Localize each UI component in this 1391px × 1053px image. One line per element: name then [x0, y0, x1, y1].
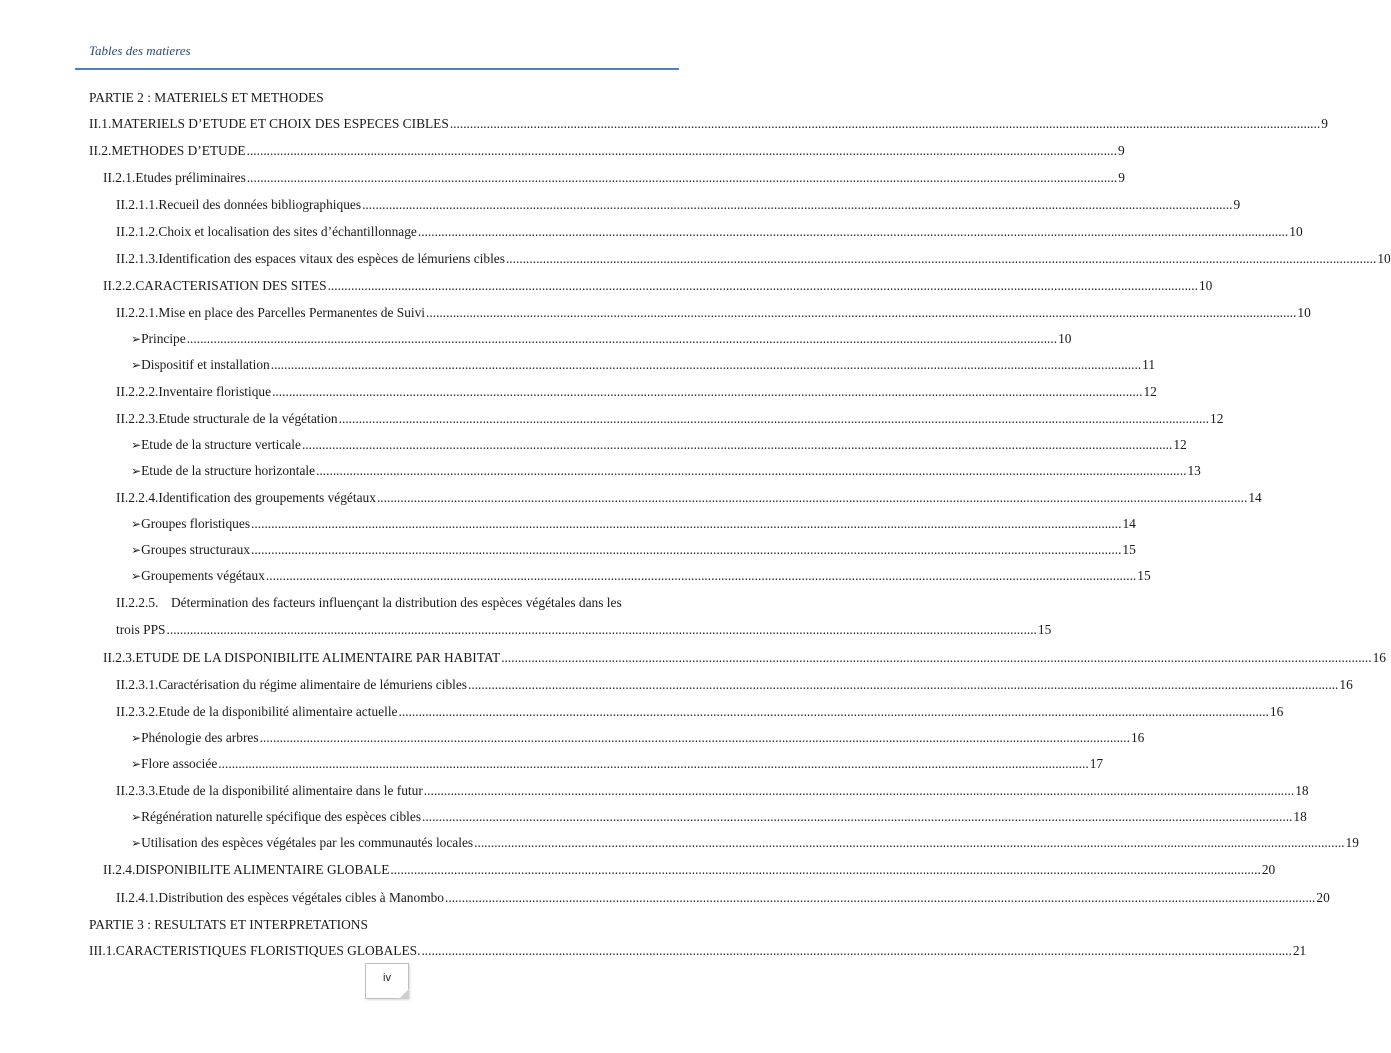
entry-page: 9 [1233, 197, 1241, 212]
entry-title: Mise en place des Parcelles Permanentes de Suivi [158, 305, 426, 320]
toc-entry-multiline[interactable] [116, 595, 622, 611]
entry-number: II.2. [89, 143, 112, 158]
entry-title: Détermination des facteurs influençant la distribution des espèces végétales dans les [171, 595, 622, 610]
entry-title: CARACTERISTIQUES FLORISTIQUES GLOBALES. [115, 943, 421, 958]
entry-title: Etude structurale de la végétation [158, 411, 338, 426]
entry-title: Caractérisation du régime alimentaire de lémuriens cibles [158, 677, 468, 692]
leader-dots [316, 463, 1186, 479]
toc-entry[interactable] [131, 357, 1156, 377]
leader-dots [247, 143, 1117, 159]
entry-title: Groupes structuraux [141, 542, 251, 557]
toc-entry[interactable] [103, 170, 1125, 190]
leader-dots [266, 568, 1136, 584]
entry-title: CARACTERISATION DES SITES [135, 278, 327, 293]
toc-entry[interactable] [116, 490, 1262, 510]
toc-entry[interactable] [89, 116, 1328, 136]
toc-entry[interactable] [103, 278, 1213, 298]
entry-page: 11 [1142, 357, 1156, 372]
entry-title: Régénération naturelle spécifique des espèces cibles [141, 809, 422, 824]
toc-entry[interactable] [103, 862, 1276, 882]
leader-dots [272, 384, 1142, 400]
entry-page: 12 [1210, 411, 1224, 426]
leader-dots [424, 783, 1294, 799]
entry-page: 15 [1037, 622, 1052, 637]
toc-entry[interactable] [116, 783, 1309, 803]
entry-number: II.2.2. [103, 278, 136, 293]
entry-number: II.2.2.1. [116, 305, 159, 320]
leader-dots [445, 890, 1315, 906]
entry-title: MATERIELS D’ETUDE ET CHOIX DES ESPECES CIBLES [111, 116, 449, 131]
entry-number: II.2.1. [103, 170, 136, 185]
entry-title: Utilisation des espèces végétales par les communautés locales [141, 835, 474, 850]
entry-title: DISPONIBILITE ALIMENTAIRE GLOBALE [135, 862, 390, 877]
leader-dots [377, 490, 1247, 506]
entry-title-continued: trois PPS [116, 622, 166, 637]
entry-page: 10 [1058, 331, 1072, 346]
toc-entry[interactable] [131, 463, 1201, 483]
arrow-bullet-icon: ➢ [131, 757, 142, 771]
leader-dots [251, 542, 1121, 558]
leader-dots [421, 943, 1291, 959]
leader-dots [339, 411, 1209, 427]
page-curl-icon [399, 989, 409, 999]
leader-dots [474, 835, 1344, 851]
running-header: Tables des matieres [89, 43, 191, 58]
leader-dots [247, 170, 1117, 186]
entry-title: Phénologie des arbres [141, 730, 259, 745]
entry-page: 16 [1339, 677, 1353, 692]
entry-page: 15 [1122, 542, 1136, 557]
entry-page: 14 [1122, 516, 1136, 531]
entry-page: 9 [1117, 143, 1125, 158]
entry-title: Identification des espaces vitaux des espèces de lémuriens cibles [158, 251, 505, 266]
entry-number: II.2.1.2. [116, 224, 159, 239]
entry-page: 12 [1173, 437, 1187, 452]
header-rule [75, 68, 679, 70]
entry-page: 12 [1143, 384, 1157, 399]
entry-number: II.2.2.5. [116, 595, 159, 610]
part-heading-3: PARTIE 3 : RESULTATS ET INTERPRETATIONS [89, 917, 368, 932]
entry-title: METHODES D’ETUDE [111, 143, 246, 158]
entry-number: II.2.2.2. [116, 384, 159, 399]
page-number-box [365, 963, 409, 999]
entry-page: 14 [1248, 490, 1262, 505]
entry-number: II.2.4.1. [116, 890, 159, 905]
entry-page: 18 [1293, 809, 1307, 824]
toc-entry[interactable] [116, 384, 1157, 404]
toc-entry[interactable] [131, 331, 1072, 351]
entry-number: II.2.3.1. [116, 677, 159, 692]
entry-title: Distribution des espèces végétales cibles à Manombo [158, 890, 444, 905]
entry-title: Inventaire floristique [158, 384, 272, 399]
leader-dots [302, 437, 1172, 453]
entry-number: II.2.3.3. [116, 783, 159, 798]
entry-title: Etude de la structure horizontale [141, 463, 316, 478]
toc-entry[interactable] [116, 305, 1311, 325]
leader-dots [187, 331, 1057, 347]
entry-number: II.2.3. [103, 650, 136, 665]
entry-number: II.2.1.3. [116, 251, 159, 266]
toc-entry[interactable] [131, 730, 1145, 750]
entry-page: 16 [1372, 650, 1386, 665]
leader-dots [271, 357, 1141, 373]
entry-page: 21 [1292, 943, 1307, 958]
entry-page: 10 [1297, 305, 1311, 320]
leader-dots [506, 251, 1376, 267]
entry-title: Etude de la disponibilité alimentaire actuelle [158, 704, 398, 719]
entry-title: Identification des groupements végétaux [158, 490, 376, 505]
leader-dots [328, 278, 1198, 294]
entry-title: Etude de la disponibilité alimentaire dans le futur [158, 783, 423, 798]
entry-title: Etudes préliminaires [135, 170, 246, 185]
toc-entry[interactable] [116, 224, 1303, 244]
entry-page: 16 [1269, 704, 1284, 719]
entry-number: II.1. [89, 116, 112, 131]
toc-entry[interactable] [116, 197, 1241, 217]
entry-page: 19 [1345, 835, 1359, 850]
entry-title: Groupements végétaux [141, 568, 265, 583]
leader-dots [501, 650, 1371, 666]
arrow-bullet-icon: ➢ [131, 517, 142, 531]
entry-page: 10 [1198, 278, 1213, 293]
entry-number: II.2.3.2. [116, 704, 159, 719]
toc-entry[interactable] [131, 542, 1136, 562]
entry-page: 13 [1187, 463, 1201, 478]
leader-dots [399, 704, 1269, 720]
entry-number: II.2.2.3. [116, 411, 159, 426]
leader-dots [218, 756, 1088, 772]
entry-title: Flore associée [141, 756, 218, 771]
toc-entry[interactable] [131, 516, 1136, 536]
leader-dots [468, 677, 1338, 693]
entry-title: ETUDE DE LA DISPONIBILITE ALIMENTAIRE PAR HABITAT [135, 650, 501, 665]
toc-entry[interactable] [131, 756, 1104, 776]
toc-entry-continuation[interactable] [116, 622, 1052, 642]
leader-dots [422, 809, 1292, 825]
arrow-bullet-icon: ➢ [131, 332, 142, 346]
entry-title: Groupes floristiques [141, 516, 251, 531]
entry-page: 10 [1377, 251, 1391, 266]
toc-entry[interactable] [116, 890, 1330, 910]
entry-page: 15 [1137, 568, 1151, 583]
toc-entry[interactable] [131, 568, 1151, 588]
entry-page: 9 [1321, 116, 1328, 131]
leader-dots [260, 730, 1130, 746]
page-number: iv [383, 972, 391, 984]
entry-number: II.2.2.4. [116, 490, 159, 505]
entry-page: 9 [1118, 170, 1125, 185]
leader-dots [167, 622, 1037, 638]
arrow-bullet-icon: ➢ [131, 358, 142, 372]
leader-dots [390, 862, 1260, 878]
part-heading-2: PARTIE 2 : MATERIELS ET METHODES [89, 90, 324, 105]
toc-entry[interactable] [116, 704, 1284, 724]
entry-title: Dispositif et installation [141, 357, 270, 372]
entry-page: 16 [1130, 730, 1145, 745]
toc-entry[interactable] [131, 437, 1187, 457]
entry-page: 17 [1089, 756, 1104, 771]
entry-title: Etude de la structure verticale [141, 437, 301, 452]
entry-number: III.1. [89, 943, 116, 958]
entry-title: Recueil des données bibliographiques [158, 197, 362, 212]
entry-page: 10 [1289, 224, 1303, 239]
entry-title: Principe [141, 331, 186, 346]
entry-page: 18 [1295, 783, 1309, 798]
toc-entry[interactable] [131, 809, 1307, 829]
arrow-bullet-icon: ➢ [131, 836, 142, 850]
leader-dots [362, 197, 1232, 213]
entry-number: II.2.4. [103, 862, 136, 877]
toc-entry[interactable] [116, 411, 1224, 431]
leader-dots [426, 305, 1296, 321]
leader-dots [418, 224, 1288, 240]
arrow-bullet-icon: ➢ [131, 810, 142, 824]
leader-dots [251, 516, 1121, 532]
entry-number: II.2.1.1. [116, 197, 159, 212]
arrow-bullet-icon: ➢ [131, 569, 142, 583]
toc-entry[interactable] [116, 251, 1391, 271]
entry-page: 20 [1316, 890, 1330, 905]
arrow-bullet-icon: ➢ [131, 731, 142, 745]
arrow-bullet-icon: ➢ [131, 464, 142, 478]
toc-entry[interactable] [89, 143, 1125, 163]
toc-entry[interactable] [131, 835, 1359, 855]
toc-entry[interactable] [89, 943, 1307, 963]
entry-title: Choix et localisation des sites d’échantillonnage [158, 224, 417, 239]
arrow-bullet-icon: ➢ [131, 543, 142, 557]
arrow-bullet-icon: ➢ [131, 438, 142, 452]
toc-entry[interactable] [103, 650, 1386, 670]
toc-entry[interactable] [116, 677, 1353, 697]
leader-dots [450, 116, 1320, 132]
entry-page: 20 [1261, 862, 1276, 877]
